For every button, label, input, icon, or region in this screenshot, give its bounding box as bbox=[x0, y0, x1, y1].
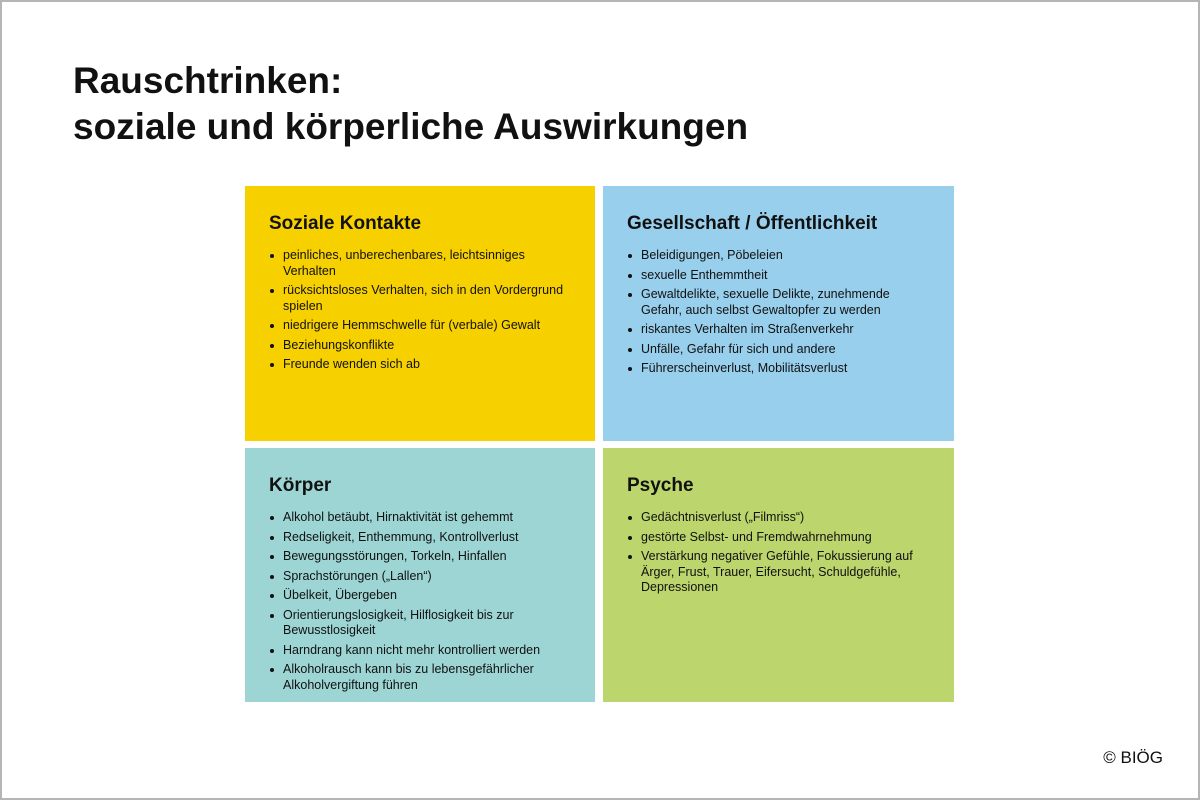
list-item: Harndrang kann nicht mehr kontrolliert werden bbox=[269, 643, 575, 659]
list-item: Orientierungslosigkeit, Hilflosigkeit bis zur Bewusstlosigkeit bbox=[269, 608, 575, 639]
panel-list bbox=[627, 510, 934, 596]
panel-list bbox=[627, 248, 934, 377]
list-item: niedrigere Hemmschwelle für (verbale) Gewalt bbox=[269, 318, 575, 334]
panel-heading: Soziale Kontakte bbox=[269, 213, 422, 234]
list-item: Beleidigungen, Pöbeleien bbox=[627, 248, 934, 264]
list-item: Redseligkeit, Enthemmung, Kontrollverlust bbox=[269, 530, 575, 546]
list-item: sexuelle Enthemmtheit bbox=[627, 268, 934, 284]
panel-list bbox=[269, 248, 575, 373]
panel-heading: Körper bbox=[269, 475, 332, 496]
list-item: Alkohol betäubt, Hirnaktivität ist gehemmt bbox=[269, 510, 575, 526]
list-item: Sprachstörungen („Lallen“) bbox=[269, 569, 575, 585]
list-item: Beziehungskonflikte bbox=[269, 338, 575, 354]
panel-soziale-kontakte bbox=[245, 186, 595, 441]
list-item: Freunde wenden sich ab bbox=[269, 357, 575, 373]
list-item: Übelkeit, Übergeben bbox=[269, 588, 575, 604]
list-item: peinliches, unberechenbares, leichtsinniges Verhalten bbox=[269, 248, 575, 279]
title-line-1: Rauschtrinken: bbox=[73, 60, 343, 101]
title-line-2: soziale und körperliche Auswirkungen bbox=[73, 106, 749, 147]
panel-list bbox=[269, 510, 575, 693]
panel-koerper bbox=[245, 448, 595, 702]
list-item: Bewegungsstörungen, Torkeln, Hinfallen bbox=[269, 549, 575, 565]
page-title bbox=[73, 58, 748, 150]
panel-heading: Gesellschaft / Öffentlichkeit bbox=[627, 213, 878, 234]
list-item: Alkoholrausch kann bis zu lebensgefährlicher Alkoholvergiftung führen bbox=[269, 662, 575, 693]
list-item: Verstärkung negativer Gefühle, Fokussierung auf Ärger, Frust, Trauer, Eifersucht, Schuldgefühle, Depressionen bbox=[627, 549, 934, 596]
list-item: gestörte Selbst- und Fremdwahrnehmung bbox=[627, 530, 934, 546]
list-item: Führerscheinverlust, Mobilitätsverlust bbox=[627, 361, 934, 377]
list-item: riskantes Verhalten im Straßenverkehr bbox=[627, 322, 934, 338]
list-item: Gedächtnisverlust („Filmriss“) bbox=[627, 510, 934, 526]
copyright-notice: © BIÖG bbox=[1103, 748, 1163, 767]
panel-heading: Psyche bbox=[627, 475, 694, 496]
panel-gesellschaft-oeffentlichkeit bbox=[603, 186, 954, 441]
panel-psyche bbox=[603, 448, 954, 702]
list-item: rücksichtsloses Verhalten, sich in den Vordergrund spielen bbox=[269, 283, 575, 314]
list-item: Unfälle, Gefahr für sich und andere bbox=[627, 342, 934, 358]
list-item: Gewaltdelikte, sexuelle Delikte, zunehmende Gefahr, auch selbst Gewaltopfer zu werden bbox=[627, 287, 934, 318]
